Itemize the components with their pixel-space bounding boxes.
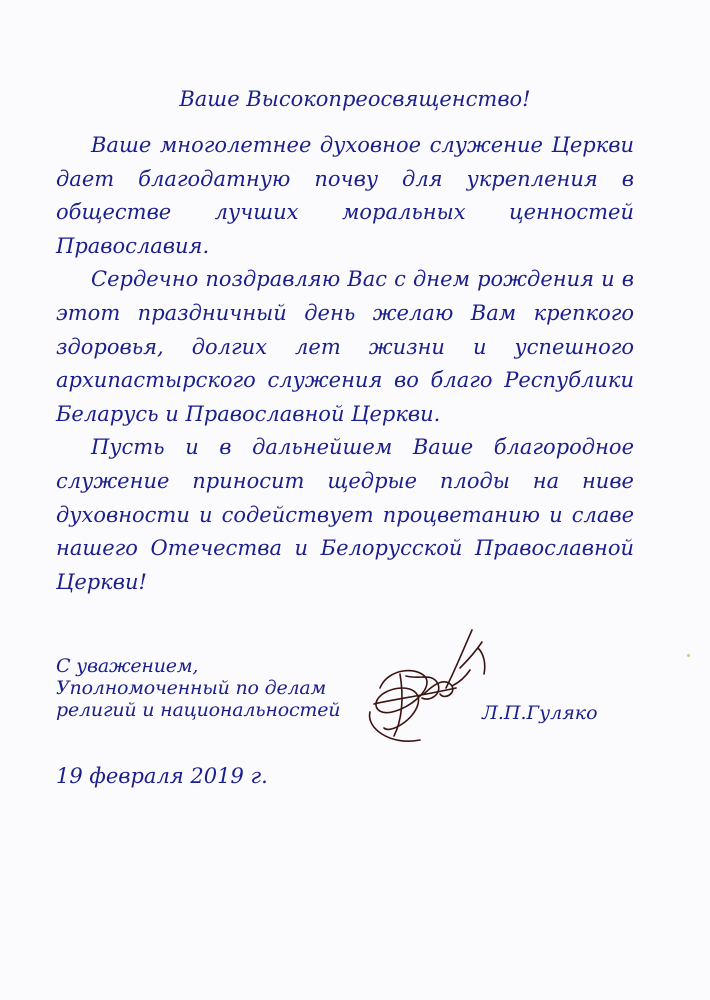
paragraph-2: Сердечно поздравляю Вас с днем рождения и в этот праздничный день желаю Вам крепкого здоровья, долгих лет жизни и успешного архипастырского служения во благо Республики Беларусь и Православной Церкви. [56,267,634,426]
closing-position-line-2: религий и национальностей [56,699,341,721]
paragraph-1: Ваше многолетнее духовное служение Церкви дает благодатную почву для укрепления в обществе лучших моральных ценностей Православия. [56,133,634,258]
signatory-name: Л.П.Гуляко [482,702,598,724]
letter-body [56,129,634,599]
letter-greeting: Ваше Высокопреосвященство! [179,87,531,111]
closing-regards: С уважением, [56,655,199,677]
closing-block [56,655,340,721]
paragraph-3: Пусть и в дальнейшем Ваше благородное служение приносит щедрые плоды на ниве духовности и содействует процветанию и славе нашего Отечества и Белорусской Православной Церкви! [56,435,634,594]
paper-speck [687,654,690,657]
letter-date: 19 февраля 2019 г. [56,764,268,788]
closing-position-line-1: Уполномоченный по делам [56,677,327,699]
handwritten-signature [360,608,500,758]
